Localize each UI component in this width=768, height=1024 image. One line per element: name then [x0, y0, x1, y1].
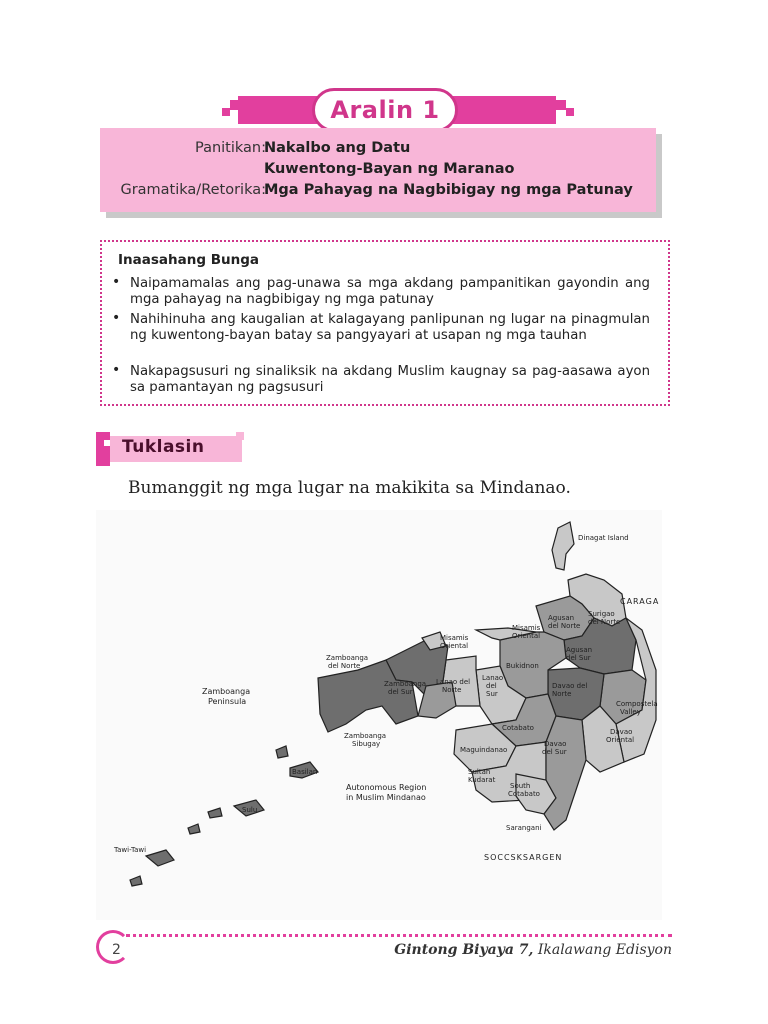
- label-zambo-sur-1: Zamboanga: [384, 680, 427, 688]
- info-value-panitikan: Nakalbo ang Datu: [264, 140, 411, 156]
- mindanao-map: [96, 510, 662, 920]
- label-bukidnon: Bukidnon: [506, 662, 539, 670]
- label-surigao-norte-2: del Norte: [588, 618, 621, 626]
- info-value-kuwentong-bayan: Kuwentong-Bayan ng Maranao: [264, 161, 515, 177]
- island: [130, 876, 142, 886]
- island: [208, 808, 222, 818]
- info-value-gramatika: Mga Pahayag na Nagbibigay ng mga Patunay: [264, 182, 633, 198]
- label-zambo-norte-1: Zamboanga: [326, 654, 369, 662]
- label-lanao-sur-1: Lanao: [482, 674, 504, 682]
- label-maguindanao: Maguindanao: [460, 746, 508, 754]
- label-cotabato: Cotabato: [502, 724, 534, 732]
- label-compostela-2: Valley: [620, 708, 641, 716]
- label-misamis-occ-2: Oriental: [440, 642, 469, 650]
- label-agusan-norte-2: del Norte: [548, 622, 581, 630]
- banner-ornament-right: [556, 100, 566, 110]
- book-edition: Ikalawang Edisyon: [537, 942, 672, 958]
- region-sarangani: [544, 716, 586, 830]
- island: [276, 746, 288, 758]
- aralin-title-oval: [312, 88, 458, 132]
- label-agusan-sur-1: Agusan: [566, 646, 593, 654]
- label-davao-sur-2: del Sur: [542, 748, 567, 756]
- info-label-panitikan: Panitikan:: [194, 140, 266, 156]
- label-caraga: CARAGA: [620, 597, 660, 606]
- outcomes-title: Inaasahang Bunga: [118, 252, 259, 268]
- label-south-cotabato-1: South: [510, 782, 531, 790]
- label-lanao-sur-3: Sur: [486, 690, 498, 698]
- label-sultan-kudarat-2: Kudarat: [468, 776, 496, 784]
- tuklasin-ornament-notch: [104, 440, 110, 446]
- region-tawi-tawi: [146, 850, 174, 866]
- island: [188, 824, 200, 834]
- label-sultan-kudarat-1: Sultan: [468, 768, 491, 776]
- aralin-title: Aralin 1: [330, 96, 440, 124]
- footer-book-title: [394, 942, 672, 958]
- label-agusan-norte-1: Agusan: [548, 614, 575, 622]
- label-south-cotabato-2: Cotabato: [508, 790, 540, 798]
- label-lanao-norte-2: Norte: [442, 686, 462, 694]
- outcome-item: Naipamamalas ang pag-unawa sa mga akdang pampanitikan gayondin ang mga pahayag na nagbibigay ng mga patunay: [130, 276, 650, 307]
- tuklasin-ornament-right: [236, 432, 244, 440]
- region-dinagat: [552, 522, 574, 570]
- label-agusan-sur-2: del Sur: [566, 654, 591, 662]
- expected-outcomes-box: [100, 240, 670, 406]
- label-misamis-occ-1: Misamis: [440, 634, 469, 642]
- label-davao-sur-1: Davao: [544, 740, 567, 748]
- footer-divider: [126, 934, 672, 939]
- book-title: Gintong Biyaya 7,: [394, 942, 534, 958]
- lesson-info-box: [100, 128, 656, 212]
- page-number: 2: [112, 942, 121, 958]
- tuklasin-title: Tuklasin: [122, 437, 205, 457]
- label-tawi-tawi: Tawi-Tawi: [114, 846, 147, 854]
- label-davao-oriental-2: Oriental: [606, 736, 635, 744]
- label-lanao-sur-2: del: [486, 682, 497, 690]
- label-surigao-norte-1: Surigao: [588, 610, 615, 618]
- outcome-item: Nakapagsusuri ng sinaliksik na akdang Muslim kaugnay sa pag-aasawa ayon sa pamantayan ng pagsusuri: [130, 364, 650, 395]
- bullet-icon: •: [112, 310, 121, 326]
- label-zambo-sibugay-2: Sibugay: [352, 740, 381, 748]
- banner-ornament-left-small: [222, 108, 230, 116]
- label-compostela-1: Compostela: [616, 700, 658, 708]
- tuklasin-ornament: [96, 432, 110, 466]
- label-zambo-sur-2: del Sur: [388, 688, 413, 696]
- label-misamis-or-1: Misamis: [512, 624, 541, 632]
- mindanao-map-svg: [96, 510, 662, 920]
- label-zambo-pen-2: Peninsula: [208, 697, 247, 706]
- label-sarangani: Sarangani: [506, 824, 542, 832]
- info-label-gramatika: Gramatika/Retorika:: [120, 182, 266, 198]
- label-soccsksargen: SOCCSKSARGEN: [484, 853, 563, 862]
- label-zambo-pen-1: Zamboanga: [202, 687, 251, 696]
- label-basilan: Basilan: [292, 768, 318, 776]
- label-davao-oriental-1: Davao: [610, 728, 633, 736]
- bullet-icon: •: [112, 274, 121, 290]
- label-armm-1: Autonomous Region: [346, 783, 427, 792]
- label-sulu: Sulu: [242, 806, 258, 814]
- banner-ornament-right-small: [566, 108, 574, 116]
- label-dinagat: Dinagat Island: [578, 534, 629, 542]
- label-davao-norte-1: Davao del: [552, 682, 588, 690]
- label-davao-norte-2: Norte: [552, 690, 572, 698]
- label-armm-2: in Muslim Mindanao: [346, 793, 426, 802]
- bullet-icon: •: [112, 362, 121, 378]
- label-misamis-or-2: Oriental: [512, 632, 541, 640]
- label-zambo-norte-2: del Norte: [328, 662, 361, 670]
- banner-ornament-left: [230, 100, 240, 110]
- label-lanao-norte-1: Lanao del: [436, 678, 471, 686]
- label-zambo-sibugay-1: Zamboanga: [344, 732, 387, 740]
- instruction-text: Bumanggit ng mga lugar na makikita sa Mindanao.: [128, 478, 571, 498]
- outcome-item: Nahihinuha ang kaugalian at kalagayang panlipunan ng lugar na pinagmulan ng kuwentong-bayan batay sa pangyayari at usapan ng mga tauhan: [130, 312, 650, 343]
